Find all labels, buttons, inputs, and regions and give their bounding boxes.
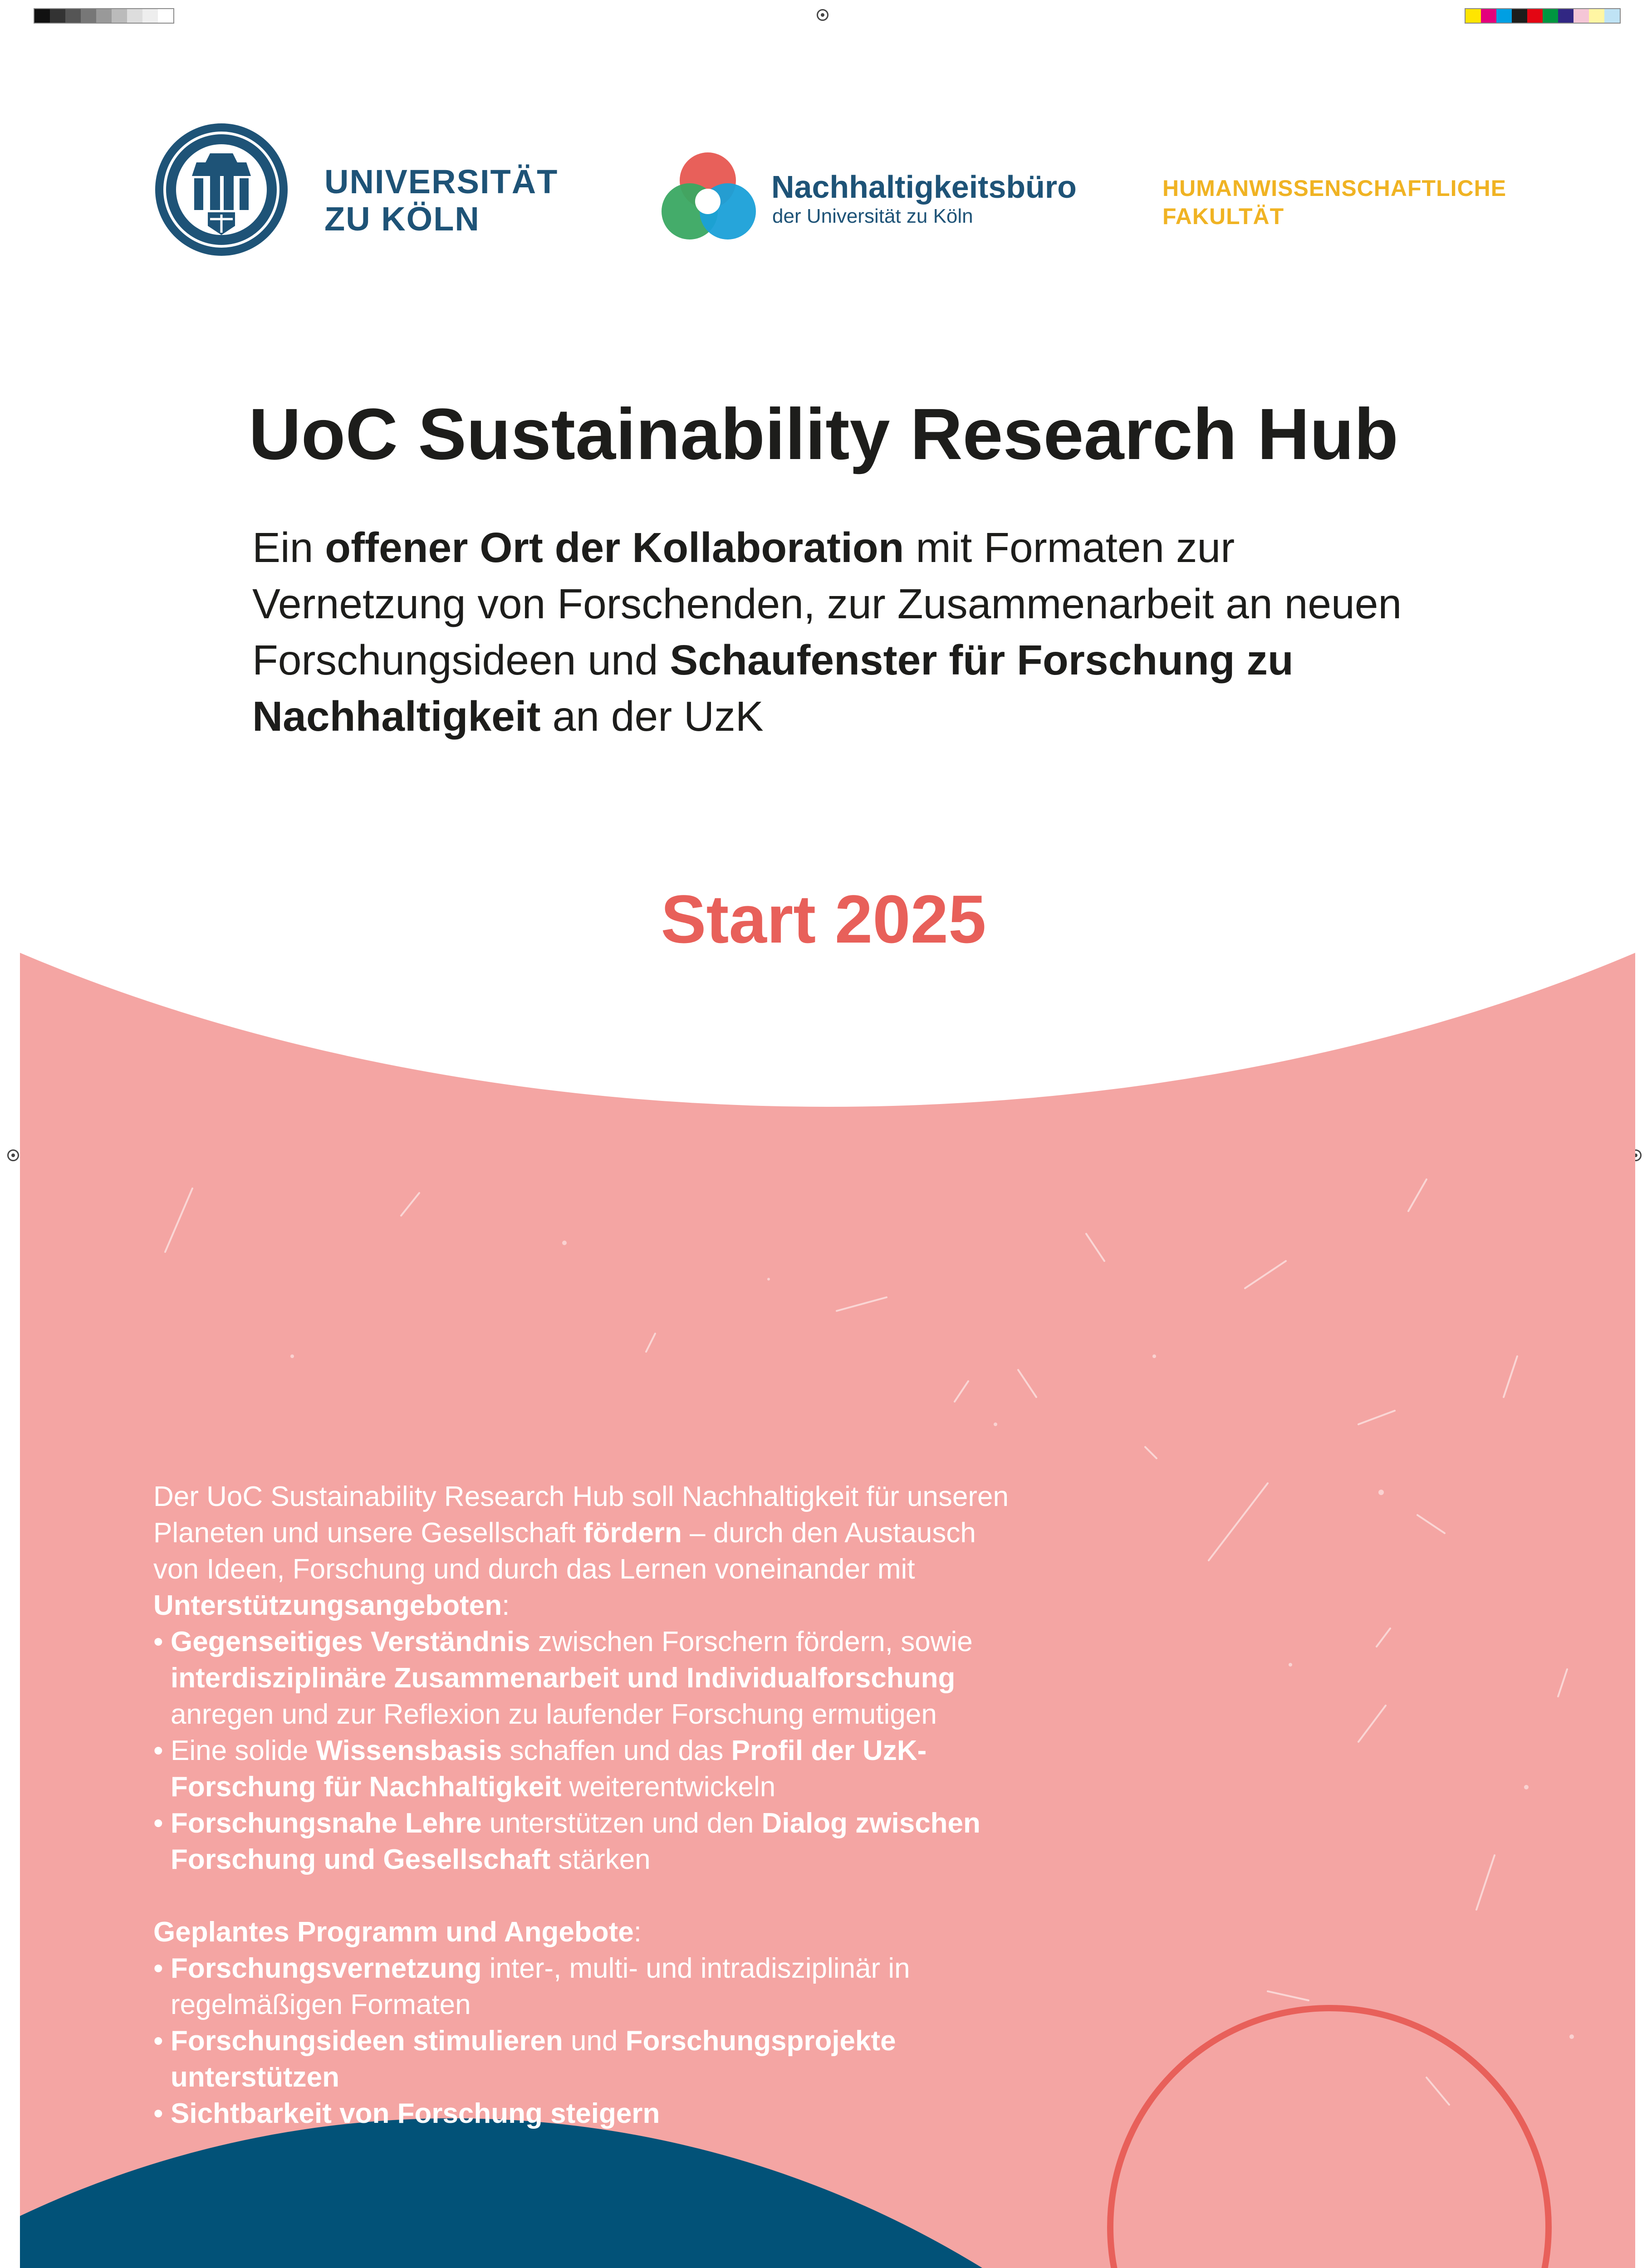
program-item-bold: Sichtbarkeit von Forschung steigern: [171, 2098, 660, 2129]
poster-title: UoC Sustainability Research Hub: [249, 393, 1398, 474]
support-item-text: unterstützen und den: [481, 1808, 762, 1839]
registration-mark: [817, 9, 828, 21]
program-item-text: und: [563, 2025, 626, 2057]
faculty-name-line2: FAKULTÄT: [1162, 204, 1284, 229]
program-item-text: inter-, multi- und intradisziplinär in regelmäßigen Formaten: [171, 1953, 910, 2020]
program-heading: [153, 1914, 1015, 1950]
color-bar: [1465, 8, 1621, 24]
support-item-text: zwischen Forschern fördern, sowie: [530, 1626, 973, 1657]
support-item-text: weiterentwickeln: [561, 1771, 776, 1803]
support-item-bold: Forschungsnahe Lehre: [171, 1808, 482, 1839]
description-text-3: :: [502, 1590, 510, 1621]
support-item: [153, 1624, 1015, 1733]
university-name: [324, 163, 558, 238]
faculty-name-line1: HUMANWISSENSCHAFTLICHE: [1162, 176, 1507, 201]
university-name-line1: UNIVERSITÄT: [324, 163, 559, 200]
support-list: [153, 1624, 1015, 1878]
registration-mark: [7, 1149, 19, 1161]
description-bold-1: fördern: [583, 1517, 682, 1549]
office-title: Nachhaltigkeitsbüro: [771, 169, 1077, 205]
program-item-bold: Forschungsprojekte unterstützen: [171, 2025, 896, 2093]
grayscale-bar: [34, 8, 174, 24]
description-text-1: Der UoC Sustainability Research Hub soll Nachhaltigkeit für unseren Planeten und unsere Gesellschaft: [153, 1481, 1009, 1549]
program-item: [153, 2096, 1015, 2132]
program-item-bold: Forschungsideen stimulieren: [171, 2025, 563, 2057]
support-item: [153, 1733, 1015, 1805]
description-bold-2: Unterstützungsangeboten: [153, 1590, 502, 1621]
university-name-line2: ZU KÖLN: [324, 200, 480, 238]
program-item: [153, 1950, 1015, 2023]
spacer: [153, 1878, 1015, 1914]
program-heading-colon: :: [633, 1916, 642, 1948]
intro-bold-2: Schaufenster für Forschung zu Nachhaltigkeit: [252, 636, 1294, 740]
faculty-name: [1162, 174, 1506, 230]
description-text-2: – durch den Austausch von Ideen, Forschung und durch das Lernen voneinander mit: [153, 1517, 976, 1585]
intro-text-3: an der UzK: [540, 693, 764, 740]
support-item-text: anregen und zur Reflexion zu laufender Forschung ermutigen: [171, 1699, 937, 1730]
support-item-bold: Profil der UzK-Forschung für Nachhaltigkeit: [171, 1735, 927, 1803]
description-paragraph: [153, 1479, 1015, 1624]
sustainability-office-logo: [657, 148, 761, 248]
intro-text-2: mit Formaten zur Vernetzung von Forschenden, zur Zusammenarbeit an neuen Forschungsideen und: [252, 524, 1402, 684]
hub-description: [153, 1479, 1015, 2132]
start-date: Start 2025: [661, 881, 986, 957]
support-item-bold: Dialog zwischen Forschung und Gesellschaft: [171, 1808, 980, 1875]
program-list: [153, 1950, 1015, 2132]
intro-text-1: Ein: [252, 524, 325, 571]
support-item: [153, 1805, 1015, 1878]
university-seal-logo: [153, 122, 289, 258]
support-item-bold: interdisziplinäre Zusammenarbeit und Individualforschung: [171, 1662, 956, 1694]
support-item-text: schaffen und das: [502, 1735, 731, 1766]
intro-text: [252, 519, 1432, 744]
program-heading-text: Geplantes Programm und Angebote: [153, 1916, 634, 1948]
support-item-bold: Gegenseitiges Verständnis: [171, 1626, 530, 1657]
program-item-bold: Forschungsvernetzung: [171, 1953, 482, 1984]
office-subtitle: der Universität zu Köln: [772, 205, 973, 227]
support-item-bold: Wissensbasis: [316, 1735, 502, 1766]
program-item: [153, 2023, 1015, 2096]
support-item-text: Eine solide: [171, 1735, 316, 1766]
support-item-text: stärken: [550, 1844, 651, 1875]
intro-bold-1: offener Ort der Kollaboration: [325, 524, 904, 571]
